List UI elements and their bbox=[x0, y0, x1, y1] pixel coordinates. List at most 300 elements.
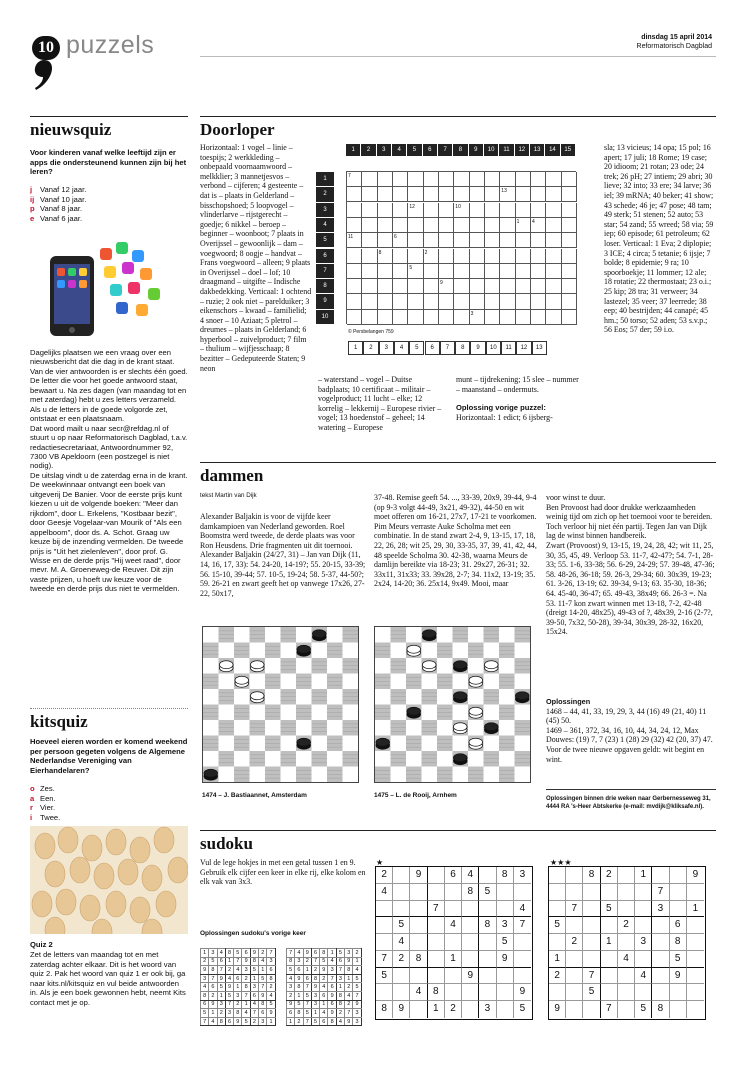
sudoku-cell[interactable]: 1 bbox=[601, 934, 618, 951]
crossword-cell[interactable] bbox=[500, 310, 515, 325]
crossword-cell[interactable] bbox=[424, 294, 439, 309]
crossword-cell[interactable] bbox=[439, 310, 454, 325]
crossword-cell[interactable] bbox=[500, 264, 515, 279]
crossword-cell[interactable] bbox=[562, 264, 577, 279]
sudoku-cell[interactable] bbox=[428, 884, 445, 901]
sudoku-cell[interactable]: 9 bbox=[497, 951, 514, 968]
answer-box[interactable]: 12 bbox=[516, 341, 531, 355]
crossword-cell[interactable] bbox=[562, 172, 577, 187]
sudoku-cell[interactable] bbox=[462, 901, 479, 918]
crossword-cell[interactable]: 13 bbox=[500, 187, 515, 202]
sudoku-cell[interactable] bbox=[618, 1001, 635, 1018]
crossword-cell[interactable] bbox=[424, 218, 439, 233]
sudoku-cell[interactable] bbox=[393, 884, 410, 901]
crossword-cell[interactable] bbox=[439, 218, 454, 233]
sudoku-cell[interactable] bbox=[670, 901, 687, 918]
sudoku-cell[interactable]: 8 bbox=[462, 884, 479, 901]
sudoku-cell[interactable] bbox=[410, 934, 427, 951]
crossword-cell[interactable] bbox=[500, 172, 515, 187]
sudoku-cell[interactable] bbox=[566, 884, 583, 901]
crossword-cell[interactable] bbox=[454, 310, 469, 325]
sudoku-cell[interactable] bbox=[687, 951, 704, 968]
crossword-cell[interactable] bbox=[546, 310, 561, 325]
answer-box[interactable]: 13 bbox=[532, 341, 547, 355]
crossword-cell[interactable] bbox=[562, 249, 577, 264]
crossword-cell[interactable]: 12 bbox=[408, 203, 423, 218]
sudoku-cell[interactable]: 1 bbox=[549, 951, 566, 968]
sudoku-cell[interactable] bbox=[462, 1001, 479, 1018]
crossword-cell[interactable] bbox=[531, 203, 546, 218]
sudoku-cell[interactable]: 7 bbox=[652, 884, 669, 901]
crossword-cell[interactable] bbox=[485, 294, 500, 309]
sudoku-cell[interactable]: 2 bbox=[549, 968, 566, 985]
crossword-cell[interactable] bbox=[516, 294, 531, 309]
answer-box[interactable]: 7 bbox=[440, 341, 455, 355]
sudoku-cell[interactable] bbox=[514, 934, 531, 951]
crossword-cell[interactable] bbox=[485, 203, 500, 218]
crossword-cell[interactable] bbox=[454, 249, 469, 264]
sudoku-cell[interactable]: 5 bbox=[376, 968, 393, 985]
crossword-cell[interactable] bbox=[516, 187, 531, 202]
sudoku-cell[interactable] bbox=[618, 984, 635, 1001]
sudoku-cell[interactable] bbox=[479, 984, 496, 1001]
sudoku-cell[interactable] bbox=[601, 984, 618, 1001]
sudoku-cell[interactable] bbox=[618, 867, 635, 884]
sudoku-cell[interactable]: 5 bbox=[519, 1003, 526, 1015]
sudoku-cell[interactable]: 3 bbox=[479, 1001, 496, 1018]
sudoku-cell[interactable] bbox=[687, 884, 704, 901]
sudoku-cell[interactable] bbox=[635, 951, 652, 968]
crossword-cell[interactable]: 6 bbox=[393, 233, 408, 248]
crossword-cell[interactable] bbox=[424, 187, 439, 202]
sudoku-cell[interactable]: 9 bbox=[393, 1001, 410, 1018]
sudoku-cell[interactable]: 8 bbox=[428, 984, 445, 1001]
sudoku-cell[interactable] bbox=[497, 884, 514, 901]
sudoku-cell[interactable] bbox=[566, 951, 583, 968]
crossword-cell[interactable] bbox=[347, 310, 362, 325]
sudoku-cell[interactable]: 8 bbox=[410, 951, 427, 968]
answer-box[interactable]: 11 bbox=[501, 341, 516, 355]
sudoku-cell[interactable]: 1 bbox=[687, 901, 704, 918]
sudoku-cell[interactable] bbox=[652, 968, 669, 985]
crossword-cell[interactable] bbox=[378, 203, 393, 218]
sudoku-cell[interactable]: 7 bbox=[376, 951, 393, 968]
sudoku-cell[interactable]: 5 bbox=[549, 917, 566, 934]
sudoku-cell[interactable] bbox=[549, 984, 566, 1001]
sudoku-cell[interactable]: 5 bbox=[479, 884, 496, 901]
crossword-cell[interactable] bbox=[516, 203, 531, 218]
crossword-cell[interactable] bbox=[485, 218, 500, 233]
sudoku-cell[interactable] bbox=[601, 917, 618, 934]
sudoku-grid-easy[interactable] bbox=[375, 866, 533, 1020]
crossword-cell[interactable] bbox=[546, 172, 561, 187]
sudoku-cell[interactable]: 1 bbox=[428, 1001, 445, 1018]
sudoku-cell[interactable]: 1 bbox=[445, 951, 462, 968]
crossword-cell[interactable] bbox=[454, 233, 469, 248]
crossword-cell[interactable] bbox=[439, 264, 454, 279]
sudoku-cell[interactable]: 4 bbox=[445, 917, 462, 934]
sudoku-cell[interactable]: 2 bbox=[601, 867, 618, 884]
sudoku-cell[interactable] bbox=[583, 884, 600, 901]
crossword-cell[interactable] bbox=[362, 203, 377, 218]
sudoku-cell[interactable] bbox=[566, 1001, 583, 1018]
sudoku-cell[interactable] bbox=[635, 884, 652, 901]
crossword-cell[interactable] bbox=[347, 279, 362, 294]
sudoku-cell[interactable] bbox=[393, 968, 410, 985]
crossword-cell[interactable] bbox=[454, 264, 469, 279]
crossword-cell[interactable] bbox=[531, 233, 546, 248]
crossword-cell[interactable] bbox=[378, 172, 393, 187]
crossword-cell[interactable] bbox=[470, 294, 485, 309]
crossword-cell[interactable] bbox=[362, 172, 377, 187]
crossword-cell[interactable] bbox=[347, 187, 362, 202]
sudoku-cell[interactable] bbox=[479, 901, 496, 918]
sudoku-cell[interactable] bbox=[445, 901, 462, 918]
crossword-cell[interactable] bbox=[470, 264, 485, 279]
sudoku-cell[interactable]: 4 bbox=[376, 884, 393, 901]
sudoku-cell[interactable] bbox=[687, 917, 704, 934]
sudoku-cell[interactable]: 8 bbox=[670, 934, 687, 951]
sudoku-cell[interactable] bbox=[549, 867, 566, 884]
crossword-cell[interactable] bbox=[470, 172, 485, 187]
crossword-cell[interactable] bbox=[393, 203, 408, 218]
sudoku-cell[interactable]: 3 bbox=[497, 917, 514, 934]
crossword-cell[interactable] bbox=[393, 310, 408, 325]
sudoku-cell[interactable] bbox=[428, 867, 445, 884]
sudoku-cell[interactable]: 2 bbox=[566, 934, 583, 951]
crossword-cell[interactable] bbox=[470, 233, 485, 248]
sudoku-cell[interactable] bbox=[428, 951, 445, 968]
crossword-cell[interactable] bbox=[485, 249, 500, 264]
sudoku-cell[interactable] bbox=[652, 867, 669, 884]
crossword-cell[interactable] bbox=[516, 249, 531, 264]
crossword-cell[interactable] bbox=[531, 310, 546, 325]
sudoku-cell[interactable] bbox=[549, 884, 566, 901]
sudoku-cell[interactable] bbox=[635, 917, 652, 934]
crossword-cell[interactable] bbox=[393, 218, 408, 233]
crossword-cell[interactable] bbox=[393, 294, 408, 309]
sudoku-cell[interactable]: 5 bbox=[393, 917, 410, 934]
crossword-cell[interactable] bbox=[470, 279, 485, 294]
sudoku-grid-hard[interactable] bbox=[548, 866, 706, 1020]
crossword-cell[interactable] bbox=[485, 279, 500, 294]
crossword-cell[interactable] bbox=[470, 249, 485, 264]
crossword-cell[interactable] bbox=[439, 294, 454, 309]
sudoku-cell[interactable] bbox=[393, 901, 410, 918]
crossword-cell[interactable] bbox=[439, 203, 454, 218]
crossword-cell[interactable] bbox=[424, 264, 439, 279]
crossword-cell[interactable] bbox=[500, 203, 515, 218]
sudoku-cell[interactable]: 3 bbox=[514, 867, 531, 884]
sudoku-cell[interactable]: 9 bbox=[670, 968, 687, 985]
sudoku-cell[interactable]: 3 bbox=[652, 901, 669, 918]
sudoku-cell[interactable]: 9 bbox=[549, 1001, 566, 1018]
crossword-cell[interactable] bbox=[562, 233, 577, 248]
sudoku-cell[interactable] bbox=[410, 901, 427, 918]
crossword-cell[interactable] bbox=[531, 279, 546, 294]
sudoku-cell[interactable] bbox=[583, 917, 600, 934]
sudoku-cell[interactable] bbox=[462, 934, 479, 951]
answer-box[interactable]: 1 bbox=[348, 341, 363, 355]
answer-box[interactable]: 6 bbox=[425, 341, 440, 355]
crossword-cell[interactable] bbox=[408, 310, 423, 325]
crossword-cell[interactable] bbox=[562, 187, 577, 202]
crossword-cell[interactable] bbox=[408, 218, 423, 233]
sudoku-cell[interactable]: 3 bbox=[635, 934, 652, 951]
answer-box[interactable]: 2 bbox=[363, 341, 378, 355]
crossword-cell[interactable] bbox=[500, 279, 515, 294]
sudoku-cell[interactable] bbox=[445, 968, 462, 985]
crossword-cell[interactable] bbox=[516, 233, 531, 248]
crossword-cell[interactable] bbox=[500, 249, 515, 264]
crossword-cell[interactable] bbox=[362, 279, 377, 294]
sudoku-cell[interactable] bbox=[445, 934, 462, 951]
crossword-cell[interactable] bbox=[393, 187, 408, 202]
crossword-cell[interactable] bbox=[393, 264, 408, 279]
sudoku-cell[interactable] bbox=[549, 934, 566, 951]
sudoku-cell[interactable] bbox=[635, 984, 652, 1001]
crossword-cell[interactable] bbox=[424, 203, 439, 218]
crossword-cell[interactable] bbox=[362, 310, 377, 325]
sudoku-cell[interactable] bbox=[618, 968, 635, 985]
sudoku-cell[interactable] bbox=[514, 884, 531, 901]
sudoku-cell[interactable] bbox=[566, 968, 583, 985]
sudoku-cell[interactable] bbox=[566, 867, 583, 884]
crossword-cell[interactable] bbox=[531, 249, 546, 264]
crossword-cell[interactable] bbox=[531, 294, 546, 309]
sudoku-cell[interactable] bbox=[635, 901, 652, 918]
crossword-cell[interactable] bbox=[562, 218, 577, 233]
crossword-cell[interactable] bbox=[485, 310, 500, 325]
sudoku-cell[interactable]: 7 bbox=[566, 901, 583, 918]
crossword-cell[interactable] bbox=[546, 233, 561, 248]
crossword-cell[interactable] bbox=[546, 218, 561, 233]
crossword-cell[interactable] bbox=[562, 203, 577, 218]
sudoku-cell[interactable]: 4 bbox=[514, 901, 531, 918]
crossword-cell[interactable] bbox=[546, 294, 561, 309]
sudoku-cell[interactable] bbox=[670, 884, 687, 901]
crossword-cell[interactable] bbox=[516, 264, 531, 279]
sudoku-cell[interactable]: 6 bbox=[445, 867, 462, 884]
crossword-cell[interactable] bbox=[393, 249, 408, 264]
crossword-cell[interactable] bbox=[347, 294, 362, 309]
sudoku-cell[interactable]: 5 bbox=[670, 951, 687, 968]
crossword-cell[interactable] bbox=[439, 187, 454, 202]
sudoku-cell[interactable]: 4 bbox=[410, 984, 427, 1001]
sudoku-cell[interactable] bbox=[687, 984, 704, 1001]
sudoku-cell[interactable] bbox=[601, 884, 618, 901]
sudoku-cell[interactable] bbox=[497, 1001, 514, 1018]
sudoku-cell[interactable] bbox=[462, 917, 479, 934]
sudoku-cell[interactable]: 8 bbox=[376, 1001, 393, 1018]
crossword-cell[interactable] bbox=[562, 310, 577, 325]
sudoku-cell[interactable]: 4 bbox=[618, 951, 635, 968]
crossword-cell[interactable]: 4 bbox=[531, 218, 546, 233]
sudoku-cell[interactable] bbox=[410, 917, 427, 934]
crossword-cell[interactable] bbox=[454, 294, 469, 309]
sudoku-cell[interactable] bbox=[583, 934, 600, 951]
sudoku-cell[interactable]: 2 bbox=[618, 917, 635, 934]
sudoku-cell[interactable] bbox=[479, 951, 496, 968]
crossword-cell[interactable] bbox=[424, 310, 439, 325]
sudoku-cell[interactable] bbox=[428, 917, 445, 934]
crossword-cell[interactable] bbox=[516, 279, 531, 294]
crossword-cell[interactable] bbox=[454, 172, 469, 187]
sudoku-cell[interactable]: 5 bbox=[583, 984, 600, 1001]
sudoku-cell[interactable] bbox=[410, 968, 427, 985]
crossword-cell[interactable] bbox=[562, 279, 577, 294]
crossword-cell[interactable] bbox=[408, 172, 423, 187]
sudoku-cell[interactable]: 4 bbox=[462, 867, 479, 884]
sudoku-cell[interactable] bbox=[549, 901, 566, 918]
crossword-cell[interactable] bbox=[347, 264, 362, 279]
crossword-cell[interactable]: 9 bbox=[439, 279, 454, 294]
crossword-cell[interactable]: 5 bbox=[408, 264, 423, 279]
sudoku-cell[interactable]: 1 bbox=[635, 867, 652, 884]
crossword-cell[interactable] bbox=[424, 172, 439, 187]
sudoku-cell[interactable] bbox=[410, 1001, 427, 1018]
sudoku-cell[interactable] bbox=[376, 917, 393, 934]
crossword-cell[interactable] bbox=[485, 233, 500, 248]
answer-box[interactable]: 9 bbox=[470, 341, 485, 355]
sudoku-cell[interactable] bbox=[583, 901, 600, 918]
crossword-cell[interactable] bbox=[485, 264, 500, 279]
sudoku-cell[interactable] bbox=[428, 968, 445, 985]
sudoku-cell[interactable] bbox=[428, 934, 445, 951]
sudoku-cell[interactable]: 6 bbox=[670, 917, 687, 934]
sudoku-cell[interactable] bbox=[583, 1001, 600, 1018]
sudoku-cell[interactable] bbox=[462, 984, 479, 1001]
crossword-cell[interactable] bbox=[531, 264, 546, 279]
sudoku-cell[interactable] bbox=[601, 951, 618, 968]
crossword-cell[interactable] bbox=[454, 279, 469, 294]
crossword-cell[interactable] bbox=[362, 187, 377, 202]
sudoku-cell[interactable]: 2 bbox=[393, 951, 410, 968]
sudoku-cell[interactable] bbox=[479, 934, 496, 951]
crossword-cell[interactable] bbox=[347, 249, 362, 264]
sudoku-cell[interactable]: 7 bbox=[428, 901, 445, 918]
crossword-cell[interactable] bbox=[378, 310, 393, 325]
crossword-cell[interactable] bbox=[408, 233, 423, 248]
crossword-cell[interactable] bbox=[454, 187, 469, 202]
sudoku-cell[interactable] bbox=[652, 934, 669, 951]
crossword-cell[interactable] bbox=[362, 233, 377, 248]
sudoku-cell[interactable]: 4 bbox=[635, 968, 652, 985]
sudoku-cell[interactable] bbox=[497, 984, 514, 1001]
sudoku-cell[interactable]: 5 bbox=[635, 1001, 652, 1018]
crossword-cell[interactable] bbox=[393, 279, 408, 294]
crossword-cell[interactable] bbox=[546, 249, 561, 264]
crossword-cell[interactable] bbox=[408, 279, 423, 294]
crossword-cell[interactable] bbox=[439, 233, 454, 248]
crossword-cell[interactable] bbox=[470, 203, 485, 218]
sudoku-cell[interactable] bbox=[652, 984, 669, 1001]
crossword-cell[interactable] bbox=[485, 187, 500, 202]
sudoku-cell[interactable] bbox=[497, 901, 514, 918]
sudoku-cell[interactable]: 5 bbox=[601, 901, 618, 918]
crossword-cell[interactable] bbox=[362, 294, 377, 309]
crossword-cell[interactable]: 7 bbox=[347, 172, 362, 187]
sudoku-cell[interactable]: 8 bbox=[583, 867, 600, 884]
sudoku-cell[interactable]: 2 bbox=[445, 1001, 462, 1018]
sudoku-cell[interactable] bbox=[514, 951, 531, 968]
answer-box[interactable]: 4 bbox=[394, 341, 409, 355]
crossword-cell[interactable] bbox=[546, 187, 561, 202]
crossword-cell[interactable] bbox=[347, 218, 362, 233]
sudoku-cell[interactable] bbox=[445, 984, 462, 1001]
crossword-cell[interactable] bbox=[439, 172, 454, 187]
sudoku-cell[interactable] bbox=[566, 984, 583, 1001]
crossword-cell[interactable] bbox=[454, 218, 469, 233]
sudoku-cell[interactable] bbox=[687, 968, 704, 985]
sudoku-cell[interactable] bbox=[497, 968, 514, 985]
sudoku-cell[interactable]: 9 bbox=[410, 867, 427, 884]
crossword-cell[interactable] bbox=[562, 294, 577, 309]
sudoku-cell[interactable]: 7 bbox=[583, 968, 600, 985]
sudoku-cell[interactable] bbox=[618, 901, 635, 918]
sudoku-cell[interactable] bbox=[479, 968, 496, 985]
answer-box[interactable]: 5 bbox=[409, 341, 424, 355]
sudoku-cell[interactable]: 8 bbox=[652, 1001, 669, 1018]
crossword-cell[interactable] bbox=[439, 249, 454, 264]
crossword-cell[interactable] bbox=[516, 310, 531, 325]
sudoku-cell[interactable] bbox=[687, 934, 704, 951]
crossword-cell[interactable] bbox=[408, 294, 423, 309]
crossword-cell[interactable] bbox=[378, 218, 393, 233]
sudoku-cell[interactable]: 2 bbox=[376, 867, 393, 884]
sudoku-cell[interactable]: 9 bbox=[687, 867, 704, 884]
crossword-cell[interactable] bbox=[378, 264, 393, 279]
sudoku-cell[interactable] bbox=[687, 1001, 704, 1018]
crossword-cell[interactable]: 10 bbox=[454, 203, 469, 218]
crossword-cell[interactable] bbox=[500, 218, 515, 233]
sudoku-cell[interactable]: 9 bbox=[462, 968, 479, 985]
sudoku-cell[interactable] bbox=[670, 984, 687, 1001]
crossword-cell[interactable] bbox=[347, 203, 362, 218]
sudoku-cell[interactable] bbox=[618, 884, 635, 901]
sudoku-cell[interactable] bbox=[376, 901, 393, 918]
crossword-cell[interactable]: 2 bbox=[424, 249, 439, 264]
crossword-cell[interactable] bbox=[408, 249, 423, 264]
crossword-cell[interactable] bbox=[470, 187, 485, 202]
sudoku-cell[interactable] bbox=[514, 968, 531, 985]
crossword-cell[interactable] bbox=[470, 218, 485, 233]
crossword-cell[interactable] bbox=[546, 264, 561, 279]
sudoku-cell[interactable]: 8 bbox=[479, 917, 496, 934]
sudoku-cell[interactable]: 9 bbox=[514, 984, 531, 1001]
sudoku-cell[interactable] bbox=[410, 884, 427, 901]
sudoku-cell[interactable] bbox=[462, 951, 479, 968]
crossword-cell[interactable] bbox=[393, 172, 408, 187]
sudoku-cell[interactable]: 7 bbox=[514, 917, 531, 934]
crossword-cell[interactable]: 1 bbox=[516, 218, 531, 233]
crossword-cell[interactable] bbox=[500, 294, 515, 309]
answer-box[interactable]: 10 bbox=[486, 341, 501, 355]
crossword-cell[interactable] bbox=[531, 187, 546, 202]
sudoku-cell[interactable]: 7 bbox=[601, 1001, 618, 1018]
crossword-cell[interactable] bbox=[362, 218, 377, 233]
sudoku-cell[interactable] bbox=[393, 984, 410, 1001]
sudoku-cell[interactable] bbox=[566, 917, 583, 934]
sudoku-cell[interactable] bbox=[652, 917, 669, 934]
crossword-cell[interactable] bbox=[424, 233, 439, 248]
crossword-cell[interactable] bbox=[362, 249, 377, 264]
sudoku-cell[interactable] bbox=[618, 934, 635, 951]
sudoku-cell[interactable] bbox=[670, 1001, 687, 1018]
sudoku-cell[interactable] bbox=[376, 934, 393, 951]
crossword-cell[interactable] bbox=[378, 233, 393, 248]
crossword-cell[interactable] bbox=[516, 172, 531, 187]
